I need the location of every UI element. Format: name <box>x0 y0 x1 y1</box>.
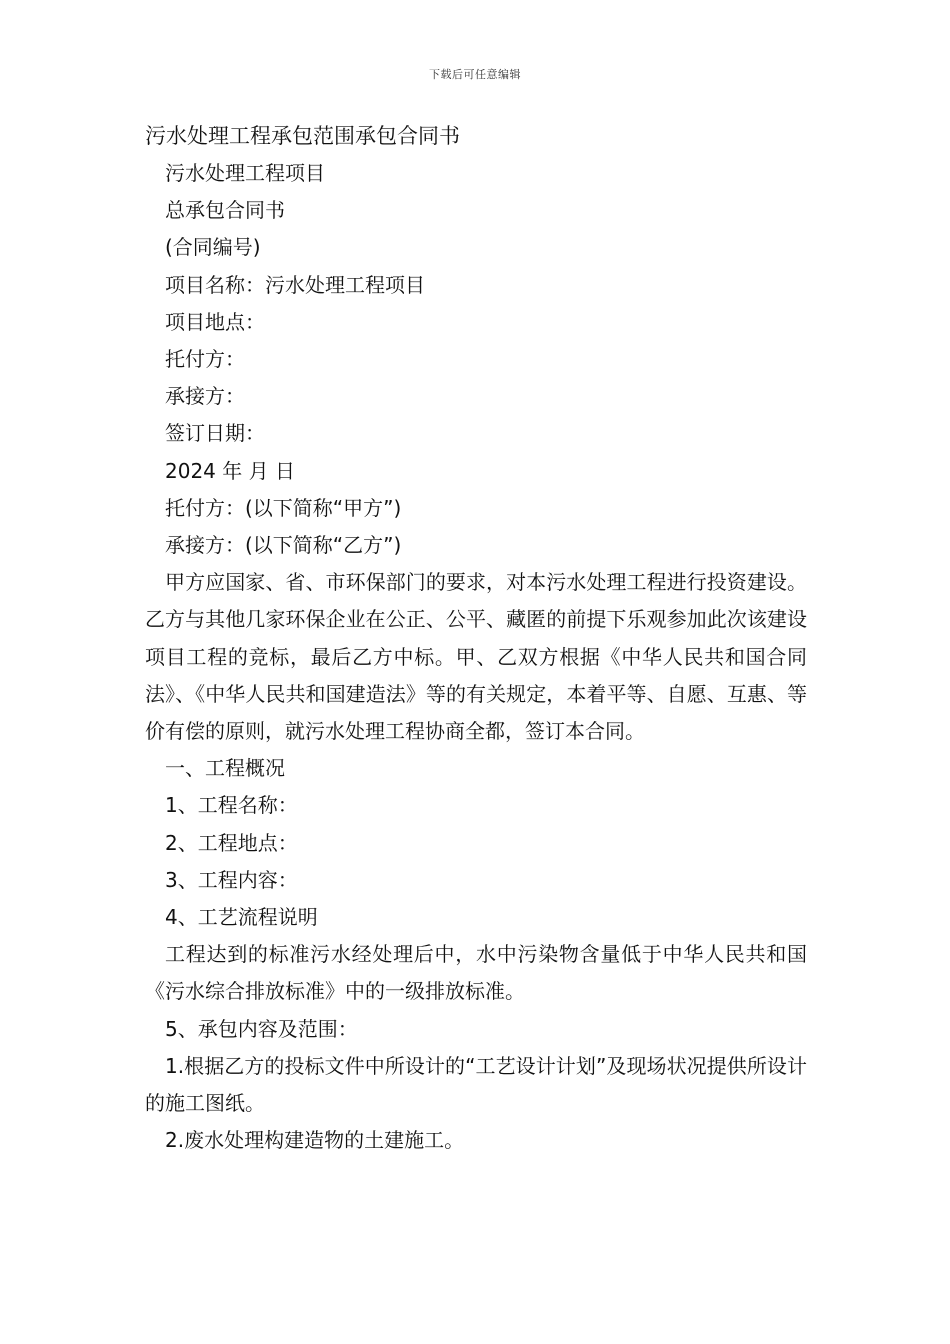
project-heading: 污水处理工程项目 <box>165 161 325 185</box>
contract-heading: 总承包合同书 <box>165 198 285 223</box>
contractor-line: 承接方： <box>165 384 245 409</box>
item-project-location: 2、工程地点： <box>165 830 298 855</box>
project-location: 项目地点： <box>165 309 265 334</box>
item-project-name: 1、工程名称： <box>165 793 298 818</box>
project-name: 项目名称：污水处理工程项目 <box>165 272 425 297</box>
section-one-heading: 一、工程概况 <box>165 756 285 781</box>
contractor-alias: 承接方：(以下简称“乙方”) <box>165 533 402 558</box>
scope-item-1: 1.根据乙方的投标文件中所设计的“工艺设计计划”及现场状况提供所设计的施工图纸。 <box>145 1053 807 1116</box>
item-scope: 5、承包内容及范围： <box>165 1016 358 1041</box>
signing-date-label: 签订日期： <box>165 421 265 446</box>
header-note: 下载后可任意编辑 <box>429 68 521 81</box>
item-process-description: 4、工艺流程说明 <box>165 905 318 930</box>
item-project-content: 3、工程内容： <box>165 867 298 892</box>
contract-number: (合同编号) <box>165 235 261 260</box>
client-line: 托付方： <box>165 347 245 372</box>
intro-paragraph: 甲方应国家、省、市环保部门的要求，对本污水处理工程进行投资建设。乙方与其他几家环保企业在公正、公平、藏匿的前提下乐观参加此次该建设项目工程的竞标，最后乙方中标。甲、乙双方根据《中华人民共和国合同法》、《中华人民共和国建造法》等的有关规定，本着平等、自愿、互惠、等价有偿的原则，就污水处理工程协商全都，签订本合同。 <box>145 570 807 744</box>
document-title: 污水处理工程承包范围承包合同书 <box>145 124 460 148</box>
signing-date-value: 2024 年 月 日 <box>165 458 295 483</box>
client-alias: 托付方：(以下简称“甲方”) <box>165 495 402 520</box>
scope-item-2: 2.废水处理构建造物的土建施工。 <box>165 1128 465 1153</box>
document-body <box>145 118 807 1159</box>
standard-paragraph: 工程达到的标准污水经处理后中，水中污染物含量低于中华人民共和国《污水综合排放标准》中的一级排放标准。 <box>145 942 807 1004</box>
